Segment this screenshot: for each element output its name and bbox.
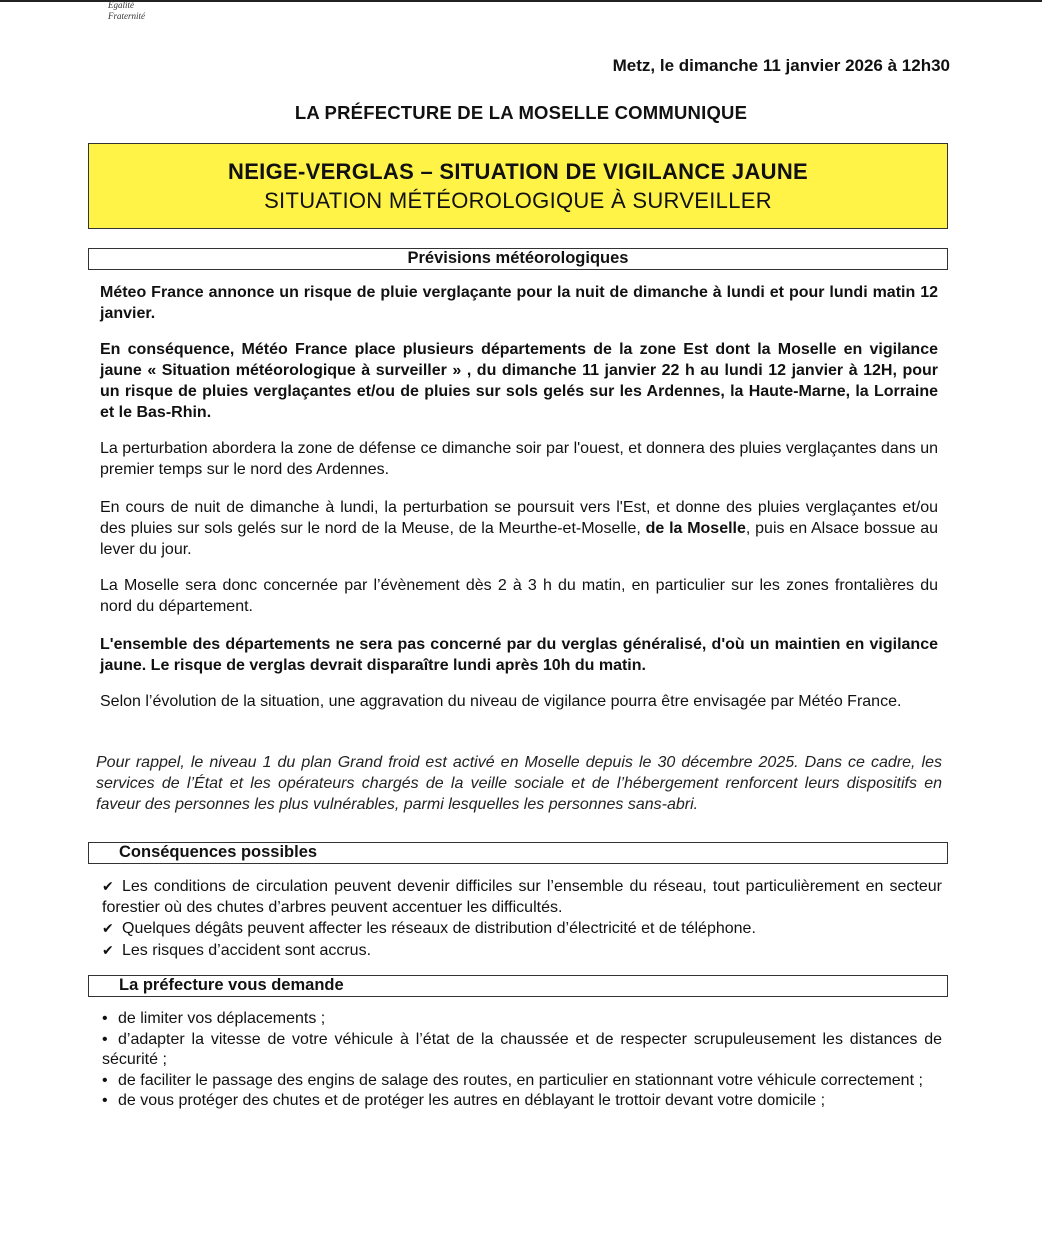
list-item: • de faciliter le passage des engins de salage des routes, en particulier en stationnant votre véhicule correctement ; [102, 1071, 942, 1092]
list-item: ✔ Les risques d’accident sont accrus. [102, 941, 372, 959]
alert-title: NEIGE-VERGLAS – SITUATION DE VIGILANCE JAUNE [228, 159, 808, 184]
bullet-icon: • [102, 1030, 108, 1048]
list-item: • de vous protéger des chutes et de protéger les autres en déblayant le trottoir devant votre domicile ; [102, 1091, 942, 1112]
alert-subtitle: SITUATION MÉTÉOROLOGIQUE À SURVEILLER [264, 188, 772, 213]
section-header-consequences: Conséquences possibles [88, 842, 948, 864]
check-icon: ✔ [102, 941, 114, 958]
paragraph-ensemble: L'ensemble des départements ne sera pas concerné par du verglas généralisé, d'où un maintien en vigilance jaune. Le risque de verglas devrait disparaître lundi après 10h du matin. [100, 636, 938, 674]
paragraph-grand-froid: Pour rappel, le niveau 1 du plan Grand froid est activé en Moselle depuis le 30 décembre 2025. Dans ce cadre, les services de l’État et les opérateurs chargés de la veille sociale et de l’hébergement renforcent leurs dispositifs en faveur des personnes les plus vulnérables, parmi lesquelles les personnes sans-abri. [96, 754, 942, 813]
bullet-icon: • [102, 1071, 108, 1089]
dateline: Metz, le dimanche 11 janvier 2026 à 12h30 [612, 56, 950, 75]
motto-line-egalite: Égalité [108, 0, 134, 10]
vigilance-alert-box [88, 143, 948, 229]
paragraph-annonce: Méteo France annonce un risque de pluie verglaçante pour la nuit de dimanche à lundi et pour lundi matin 12 janvier. [100, 284, 938, 322]
paragraph-nuit-end: , puis en Alsace bossue au lever du jour. [100, 520, 939, 558]
top-rule [0, 0, 1042, 2]
paragraph-nuit [100, 497, 938, 560]
demande-list [102, 1009, 942, 1112]
list-item: ✔ Les conditions de circulation peuvent devenir difficiles sur l’ensemble du réseau, tout particulièrement en secteur forestier où des chutes d’arbres peuvent accentuer les difficultés. [102, 878, 942, 916]
paragraph-consequence: En conséquence, Météo France place plusieurs départements de la zone Est dont la Moselle en vigilance jaune « Situation météorologique à surveiller » , du dimanche 11 janvier 22 h au lundi 12 janvier à 12H, pour un risque de pluies verglaçantes et/ou de pluies sur sols gelés sur les Ardennes, la Haute-Marne, la Lorraine et le Bas-Rhin. [100, 341, 938, 421]
bullet-icon: • [102, 1092, 108, 1109]
list-item: ✔ Quelques dégâts peuvent affecter les réseaux de distribution d’électricité et de téléphone. [102, 920, 756, 937]
republic-motto [108, 0, 145, 22]
communique-title: LA PRÉFECTURE DE LA MOSELLE COMMUNIQUE [294, 102, 748, 123]
section-header-demande: La préfecture vous demande [88, 975, 948, 997]
consequences-list [102, 876, 942, 961]
bullet-icon: • [102, 1010, 108, 1027]
motto-line-fraternite: Fraternité [108, 11, 145, 21]
paragraph-nuit-moselle: de la Moselle [640, 520, 746, 537]
check-icon: ✔ [102, 920, 114, 936]
list-item: • d’adapter la vitesse de votre véhicule à l’état de la chaussée et de respecter scrupuleusement les distances de sécurité ; [102, 1030, 942, 1068]
paragraph-perturbation: La perturbation abordera la zone de défense ce dimanche soir par l'ouest, et donnera des pluies verglaçantes dans un premier temps sur le nord des Ardennes. [100, 440, 938, 478]
paragraph-nuit-start: En cours de nuit de dimanche à lundi, la perturbation se poursuit vers l'Est, et donne des pluies verglaçantes et/ou des pluies sur sols gelés sur le nord de la Meuse, de la Meurthe-et-Moselle, [100, 499, 938, 537]
section-header-previsions: Prévisions météorologiques [88, 248, 948, 270]
paragraph-moselle: La Moselle sera donc concernée par l’évènement dès 2 à 3 h du matin, en particulier sur les zones frontalières du nord du département. [100, 577, 938, 615]
check-icon: ✔ [102, 878, 114, 894]
list-item: • de limiter vos déplacements ; [102, 1009, 942, 1030]
paragraph-evolution: Selon l’évolution de la situation, une aggravation du niveau de vigilance pourra être envisagée par Météo France. [100, 693, 902, 710]
